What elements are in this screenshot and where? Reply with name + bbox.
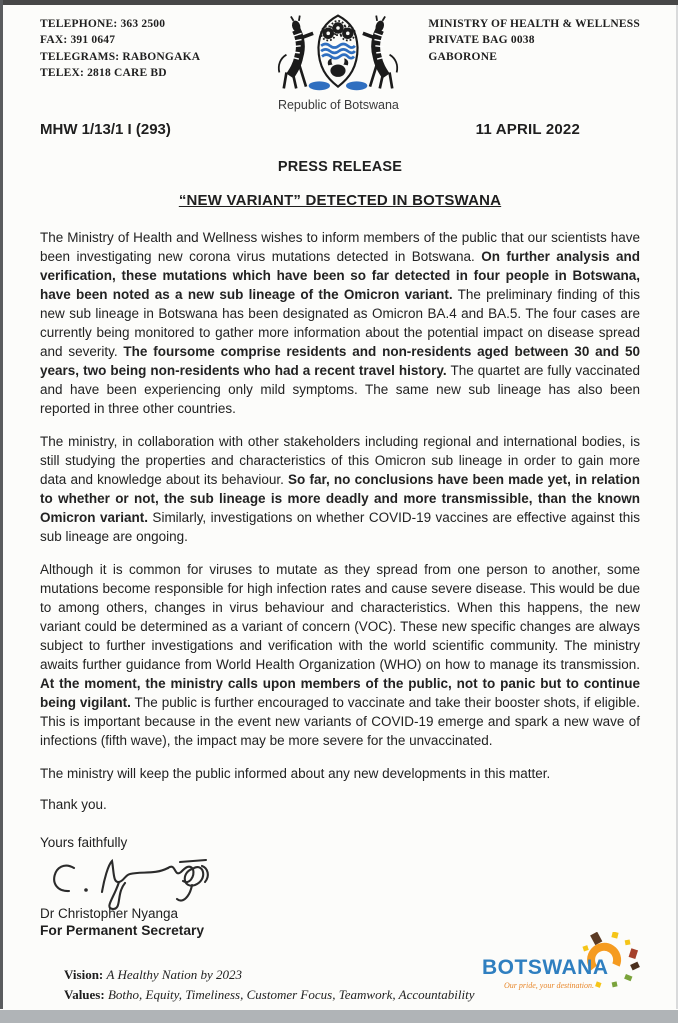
body-paragraph [40,764,640,783]
signatory-name: Dr Christopher Nyanga [40,906,179,921]
reference-number: MHW 1/13/1 I (293) [40,121,171,138]
text-run: The preliminary finding of this new sub lineage in Botswana has been designated as Omicron BA.4 and BA.5. The four cases are currently being monitored to gather more information about the potential impact on disease spread and severity. [40,287,640,359]
text-run: The ministry, in collaboration with other stakeholders including regional and international bodies, is still studying the properties and characteristics of this Omicron sub lineage in order to gain more data and knowledge about its behaviour. [40,434,640,487]
body-paragraph [40,228,640,418]
telegrams-line: TELEGRAMS: RABONGAKA [40,50,201,63]
fax-line: FAX: 391 0647 [40,34,116,47]
ministry-address: PRIVATE BAG 0038 [428,34,535,47]
emblem-block [262,12,414,112]
vision-values-block [64,965,474,1005]
logo-tagline: Our pride, your destination. [504,981,594,990]
values-label: Values: [64,986,105,1002]
ministry-name: MINISTRY OF HEALTH & WELLNESS [428,18,640,30]
text-run: On further analysis and verification, these mutations which have been so far detected in four people in Botswana, have been noted as a new sub lineage of the Omicron variant. [40,249,640,302]
text-run: Similarly, investigations on whether COVID-19 vaccines are effective against this sub lineage are ongoing. [40,510,640,544]
body-paragraph [40,432,640,546]
press-release-title: PRESS RELEASE [277,159,403,175]
telephone-line: TELEPHONE: 363 2500 [40,18,166,30]
letterhead [40,12,640,112]
text-run: The public is further encouraged to vaccinate and take their booster shots, if eligible. This is important because in the event new variants of COVID-19 emerge and spark a new wave of infections (fifth wave), the impact may be more severe for the unvaccinated. [40,695,640,748]
botswana-tourism-logo [482,932,640,999]
salutation-line: Yours faithfully [40,835,128,850]
botswana-coat-of-arms-icon [270,12,406,92]
text-run: So far, no conclusions have been made yet, in relation to whether or not, the sub lineage is more deadly and more transmissible, than the known Omicron variant. [40,472,641,525]
text-run: The foursome comprise residents and non-residents aged between 30 and 50 years, two being non-residents who had a recent travel history. [40,344,640,378]
vision-text: A Healthy Nation by 2023 [106,966,243,982]
scan-edge-bottom [0,1010,678,1023]
vision-label: Vision: [64,966,104,982]
logo-wordmark: BOTSWANA [482,956,609,979]
text-run: The ministry will keep the public informed about any new developments in this matter. [40,766,551,781]
body-paragraph [40,560,640,750]
vision-line [64,965,474,985]
emblem-caption: Republic of Botswana [277,98,399,112]
ministry-block [414,12,640,65]
thank-you-line: Thank you. [40,797,107,812]
text-run: The Ministry of Health and Wellness wishes to inform members of the public that our scientists have been investigating new corona virus mutations detected in Botswana. [40,230,640,264]
text-run: The quartet are fully vaccinated and have been experiencing only mild symptoms. The same new sub lineage has also been reported in three other countries. [40,363,640,416]
values-line [64,985,474,1005]
letter-date: 11 APRIL 2022 [475,121,580,138]
footer [64,932,650,1005]
reference-row [40,121,640,138]
contact-block [40,12,262,81]
press-release-subtitle: “NEW VARIANT” DETECTED IN BOTSWANA [178,192,502,209]
ministry-city: GABORONE [428,50,498,63]
text-run: At the moment, the ministry calls upon members of the public, not to panic but to continue being vigilant. [40,676,640,710]
telex-line: TELEX: 2818 CARE BD [40,66,167,79]
letter-body [40,228,640,783]
signatory-title: For Permanent Secretary [40,923,205,938]
text-run: Although it is common for viruses to mutate as they spread from one person to another, some mutations become responsible for high infection rates and cause severe disease. This would be due to among others, changes in virus behaviour and characteristics. When this happens, the new variant could be determined as a variant of concern (VOC). These new specific changes are always subject to further investigations and verification with the world scientific community. The ministry awaits further guidance from World Health Organization (WHO) on how to manage its transmission. [40,562,640,672]
values-text: Botho, Equity, Timeliness, Customer Focus, Teamwork, Accountability [107,986,475,1002]
botswana-tourism-logo-icon [482,932,640,994]
